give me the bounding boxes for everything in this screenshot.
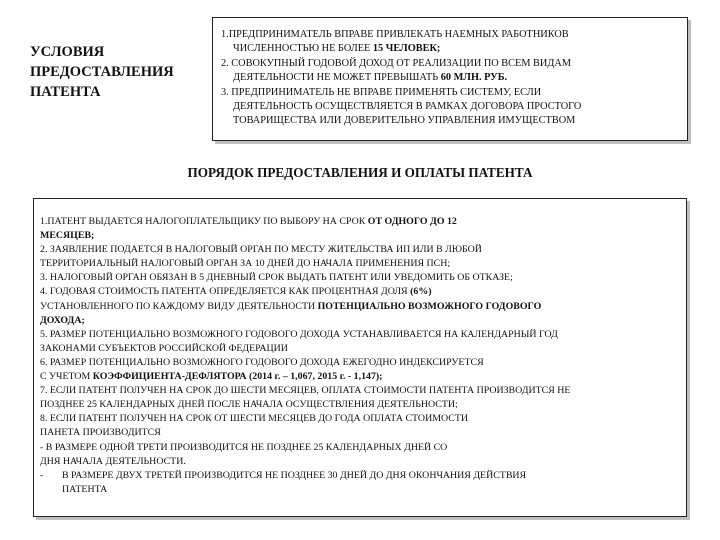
condition-1-line-2: [221, 42, 679, 56]
procedure-item-6: 6. РАЗМЕР ПОТЕНЦИАЛЬНО ВОЗМОЖНОГО ГОДОВОГО ДОХОДА ЕЖЕГОДНО ИНДЕКСИРУЕТСЯ: [40, 356, 484, 368]
conditions-box: [212, 17, 688, 141]
condition-2: [221, 57, 679, 86]
procedure-item-1: [40, 215, 680, 229]
procedure-item-8-third: - В РАЗМЕРЕ ОДНОЙ ТРЕТИ ПРОИЗВОДИТСЯ НЕ ПОЗДНЕЕ 25 КАЛЕНДАРНЫХ ДНЕЙ СО: [40, 441, 448, 453]
procedure-item-8: 8. ЕСЛИ ПАТЕНТ ПОЛУЧЕН НА СРОК ОТ ШЕСТИ МЕСЯЦЕВ ДО ГОДА ОПЛАТА СТОИМОСТИ: [40, 413, 468, 425]
procedure-emphasis: ПОТЕНЦИАЛЬНО ВОЗМОЖНОГО ГОДОВОГО: [317, 300, 542, 312]
condition-2-line-2: [221, 71, 679, 85]
dash-bullet: -: [40, 469, 44, 481]
condition-1-text: ЧИСЛЕННОСТЬЮ НЕ БОЛЕЕ: [233, 43, 373, 55]
procedure-item-4-cont: [40, 300, 680, 314]
procedure-emphasis: ДОХОДА;: [40, 314, 85, 326]
procedure-item-1-cont: [40, 229, 680, 243]
procedure-item-2-cont: ТЕРРИТОРИАЛЬНЫЙ НАЛОГОВЫЙ ОРГАН ЗА 10 ДНЕЙ ДО НАЧАЛА ПРИМЕНЕНИЯ ПСН;: [40, 258, 451, 270]
procedure-emphasis: КОЭФФИЦИЕНТА-ДЕФЛЯТОРА (2014 г. – 1,067, 2015 г. - 1,147);: [92, 371, 383, 383]
procedure-text: С УЧЕТОМ: [40, 371, 93, 383]
procedure-item-4-cont-2: [40, 314, 680, 328]
procedure-item-5-cont: ЗАКОНАМИ СУБЪЕКТОВ РОССИЙСКОЙ ФЕДЕРАЦИИ: [40, 342, 288, 354]
procedure-text: УСТАНОВЛЕННОГО ПО КАЖДОМУ ВИДУ ДЕЯТЕЛЬНОСТИ: [40, 300, 318, 312]
procedure-text: 4. ГОДОВАЯ СТОИМОСТЬ ПАТЕНТА ОПРЕДЕЛЯЕТСЯ КАК ПРОЦЕНТНАЯ ДОЛЯ: [40, 286, 411, 298]
procedure-emphasis: (6%): [410, 286, 432, 298]
condition-2-limit: 60 МЛН. РУБ.: [440, 72, 508, 84]
condition-1-line-1: 1.ПРЕДПРИНИМАТЕЛЬ ВПРАВЕ ПРИВЛЕКАТЬ НАЕМНЫХ РАБОТНИКОВ: [221, 29, 569, 40]
condition-3-line-3: ТОВАРИЩЕСТВА ИЛИ ДОВЕРИТЕЛЬНО УПРАВЛЕНИЯ ИМУЩЕСТВОМ: [233, 115, 576, 127]
condition-2-line-1: 2. СОВОКУПНЫЙ ГОДОВОЙ ДОХОД ОТ РЕАЛИЗАЦИИ ПО ВСЕМ ВИДАМ: [221, 57, 571, 69]
procedure-item-8-cont: ПАНЕТА ПРОИЗВОДИТСЯ: [40, 427, 161, 439]
procedure-box: [33, 198, 687, 517]
condition-1-limit: 15 ЧЕЛОВЕК;: [372, 43, 441, 55]
procedure-item-5: 5. РАЗМЕР ПОТЕНЦИАЛЬНО ВОЗМОЖНОГО ГОДОВОГО ДОХОДА УСТАНАВЛИВАЕТСЯ НА КАЛЕНДАРНЫЙ ГОД: [40, 328, 558, 340]
procedure-emphasis: ОТ ОДНОГО ДО 12: [367, 216, 457, 227]
procedure-item-7: 7. ЕСЛИ ПАТЕНТ ПОЛУЧЕН НА СРОК ДО ШЕСТИ МЕСЯЦЕВ, ОПЛАТА СТОИМОСТИ ПАТЕНТА ПРОИЗВОДИТСЯ НЕ: [40, 385, 571, 397]
procedure-item-2: 2. ЗАЯВЛЕНИЕ ПОДАЕТСЯ В НАЛОГОВЫЙ ОРГАН ПО МЕСТУ ЖИТЕЛЬСТВА ИП ИЛИ В ЛЮБОЙ: [40, 244, 482, 256]
condition-2-text: ДЕЯТЕЛЬНОСТИ НЕ МОЖЕТ ПРЕВЫШАТЬ: [233, 72, 441, 84]
procedure-text: В РАЗМЕРЕ ДВУХ ТРЕТЕЙ ПРОИЗВОДИТСЯ НЕ ПОЗДНЕЕ 30 ДНЕЙ ДО ДНЯ ОКОНЧАНИЯ ДЕЙСТВИЯ: [62, 469, 527, 481]
procedure-item-7-cont: ПОЗДНЕЕ 25 КАЛЕНДАРНЫХ ДНЕЙ ПОСЛЕ НАЧАЛА ОСУЩЕСТВЛЕНИЯ ДЕЯТЕЛЬНОСТИ;: [40, 399, 458, 411]
condition-3-line-1: 3. ПРЕДПРИНИМАТЕЛЬ НЕ ВПРАВЕ ПРИМЕНЯТЬ СИСТЕМУ, ЕСЛИ: [221, 86, 542, 98]
condition-3: [221, 86, 679, 129]
procedure-item-3: 3. НАЛОГОВЫЙ ОРГАН ОБЯЗАН В 5 ДНЕВНЫЙ СРОК ВЫДАТЬ ПАТЕНТ ИЛИ УВЕДОМИТЬ ОБ ОТКАЗЕ;: [40, 272, 513, 284]
condition-3-line-2: ДЕЯТЕЛЬНОСТЬ ОСУЩЕСТВЛЯЕТСЯ В РАМКАХ ДОГОВОРА ПРОСТОГО: [233, 101, 582, 113]
procedure-item-8-two-thirds-cont: ПАТЕНТА: [62, 483, 108, 495]
procedure-text: 1.ПАТЕНТ ВЫДАЕТСЯ НАЛОГОПЛАТЕЛЬЩИКУ ПО ВЫБОРУ НА СРОК: [40, 216, 368, 227]
procedure-heading: ПОРЯДОК ПРЕДОСТАВЛЕНИЯ И ОПЛАТЫ ПАТЕНТА: [187, 165, 533, 180]
procedure-item-6-cont: [40, 370, 680, 384]
conditions-title: УСЛОВИЯ ПРЕДОСТАВЛЕНИЯ ПАТЕНТА: [30, 44, 174, 100]
condition-1: [221, 28, 679, 57]
procedure-emphasis: МЕСЯЦЕВ;: [40, 230, 95, 242]
procedure-item-8-third-cont: ДНЯ НАЧАЛА ДЕЯТЕЛЬНОСТИ.: [40, 455, 186, 467]
procedure-item-8-two-thirds: [40, 469, 680, 483]
procedure-item-4: [40, 285, 680, 299]
